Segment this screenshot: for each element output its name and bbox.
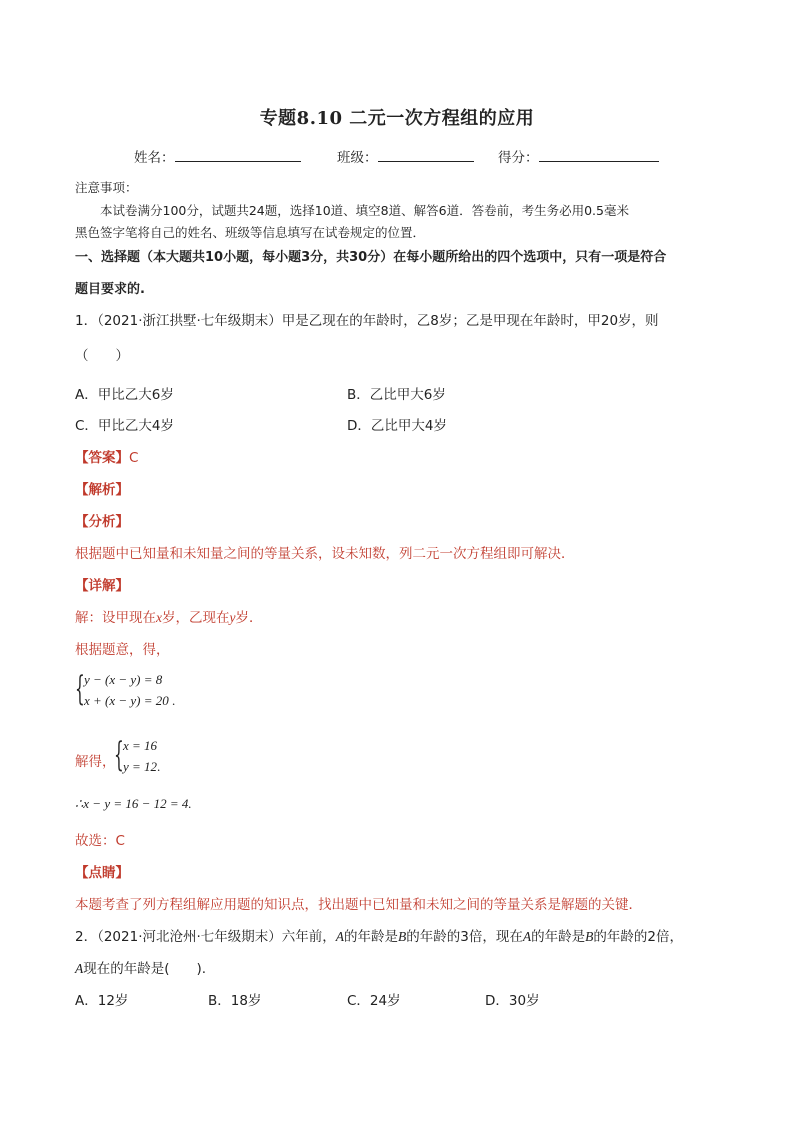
comment-text: 本题考查了列方程组解应用题的知识点，找出题中已知量和未知之间的等量关系是解题的关键． [75,897,642,913]
solution-y: y = 12 [123,759,158,774]
q1-paren: （ ） [75,348,129,364]
name-label: 姓名： [134,150,175,166]
notice-line2: 黑色签字笔将自己的姓名、班级等信息填写在试卷规定的位置． [75,225,426,240]
var-x: x [156,610,162,625]
class-blank [378,149,474,162]
q2-part-f: 现在的年龄是( ). [83,961,207,977]
comment-label: 【点睛】 [75,865,129,881]
detail-setup: 根据题意，得， [75,642,170,658]
detail-let-a: 解：设甲现在 [75,610,156,626]
solve-label: 解得， [75,754,116,770]
q1-option-a: A．甲比乙大6岁 [75,387,174,403]
equation-2: x + (x − y) = 20 [84,693,169,708]
page-title: 专题8.10 二元一次方程组的应用 [259,108,535,129]
class-field [337,146,474,166]
q2-stem-line1 [75,925,683,945]
conclusion: ∴x − y = 16 − 12 = 4. [75,796,192,811]
q1-option-c: C．甲比乙大4岁 [75,418,175,434]
q2-part-e: 的年龄的2倍， [593,929,683,945]
var-b: B [585,929,594,944]
answer-label: 【答案】 [75,450,129,466]
class-label: 班级： [337,150,378,166]
analysis-label: 【解析】 [75,482,129,498]
fenxi-label: 【分析】 [75,514,129,530]
var-a: A [335,929,345,944]
notice-line1: 本试卷满分100分，试题共24题，选择10道、填空8道、解答6道．答卷前，考生务必用0.5毫米 [100,203,629,218]
detail-let [75,606,263,626]
q2-part-d: 的年龄是 [531,929,586,945]
solution-end: . [157,759,161,774]
q2-stem-line2 [75,957,206,977]
detail-let-b: 岁，乙现在 [162,610,230,626]
q2-option-a: A．12岁 [75,993,129,1009]
section1-line1: 一、选择题（本大题共10小题，每小题3分，共30分）在每小题所给出的四个选项中，只有一项是符合 [75,250,667,265]
equation-1: y − (x − y) = 8 [84,672,163,687]
score-label: 得分： [498,150,539,166]
section1-line2: 题目要求的. [75,282,145,297]
q2-part-a: 2．（2021·河北沧州·七年级期末）六年前， [75,929,336,945]
solution-x: x = 16 [123,738,158,753]
equation-system [75,670,195,714]
left-brace-icon: { [114,735,124,775]
left-brace-icon: { [75,669,85,709]
equation-end: . [172,693,176,708]
answer-value: C [129,450,139,466]
var-a: A [522,929,532,944]
name-field [134,146,301,166]
detail-let-c: 岁． [235,610,263,626]
q2-option-b: B．18岁 [208,993,262,1009]
choose-answer: 故选：C [75,833,125,849]
q1-option-d: D．乙比甲大4岁 [347,418,447,434]
q1-option-b: B．乙比甲大6岁 [347,387,446,403]
var-y: y [229,610,236,625]
q1-answer [75,446,138,466]
solution-system [114,736,174,780]
name-blank [175,149,301,162]
detail-label: 【详解】 [75,578,129,594]
q2-option-d: D．30岁 [485,993,540,1009]
var-a: A [75,961,84,976]
score-blank [539,149,659,162]
q2-part-b: 的年龄是 [344,929,399,945]
score-field [498,146,659,166]
notice-heading: 注意事项： [75,180,138,195]
var-b: B [398,929,407,944]
q2-part-c: 的年龄的3倍，现在 [406,929,523,945]
fenxi-text: 根据题中已知量和未知量之间的等量关系，设未知数，列二元一次方程组即可解决． [75,546,575,562]
q2-option-c: C．24岁 [347,993,401,1009]
q1-stem: 1．（2021·浙江拱墅·七年级期末）甲是乙现在的年龄时，乙8岁；乙是甲现在年龄时，甲20岁，则 [75,313,659,329]
